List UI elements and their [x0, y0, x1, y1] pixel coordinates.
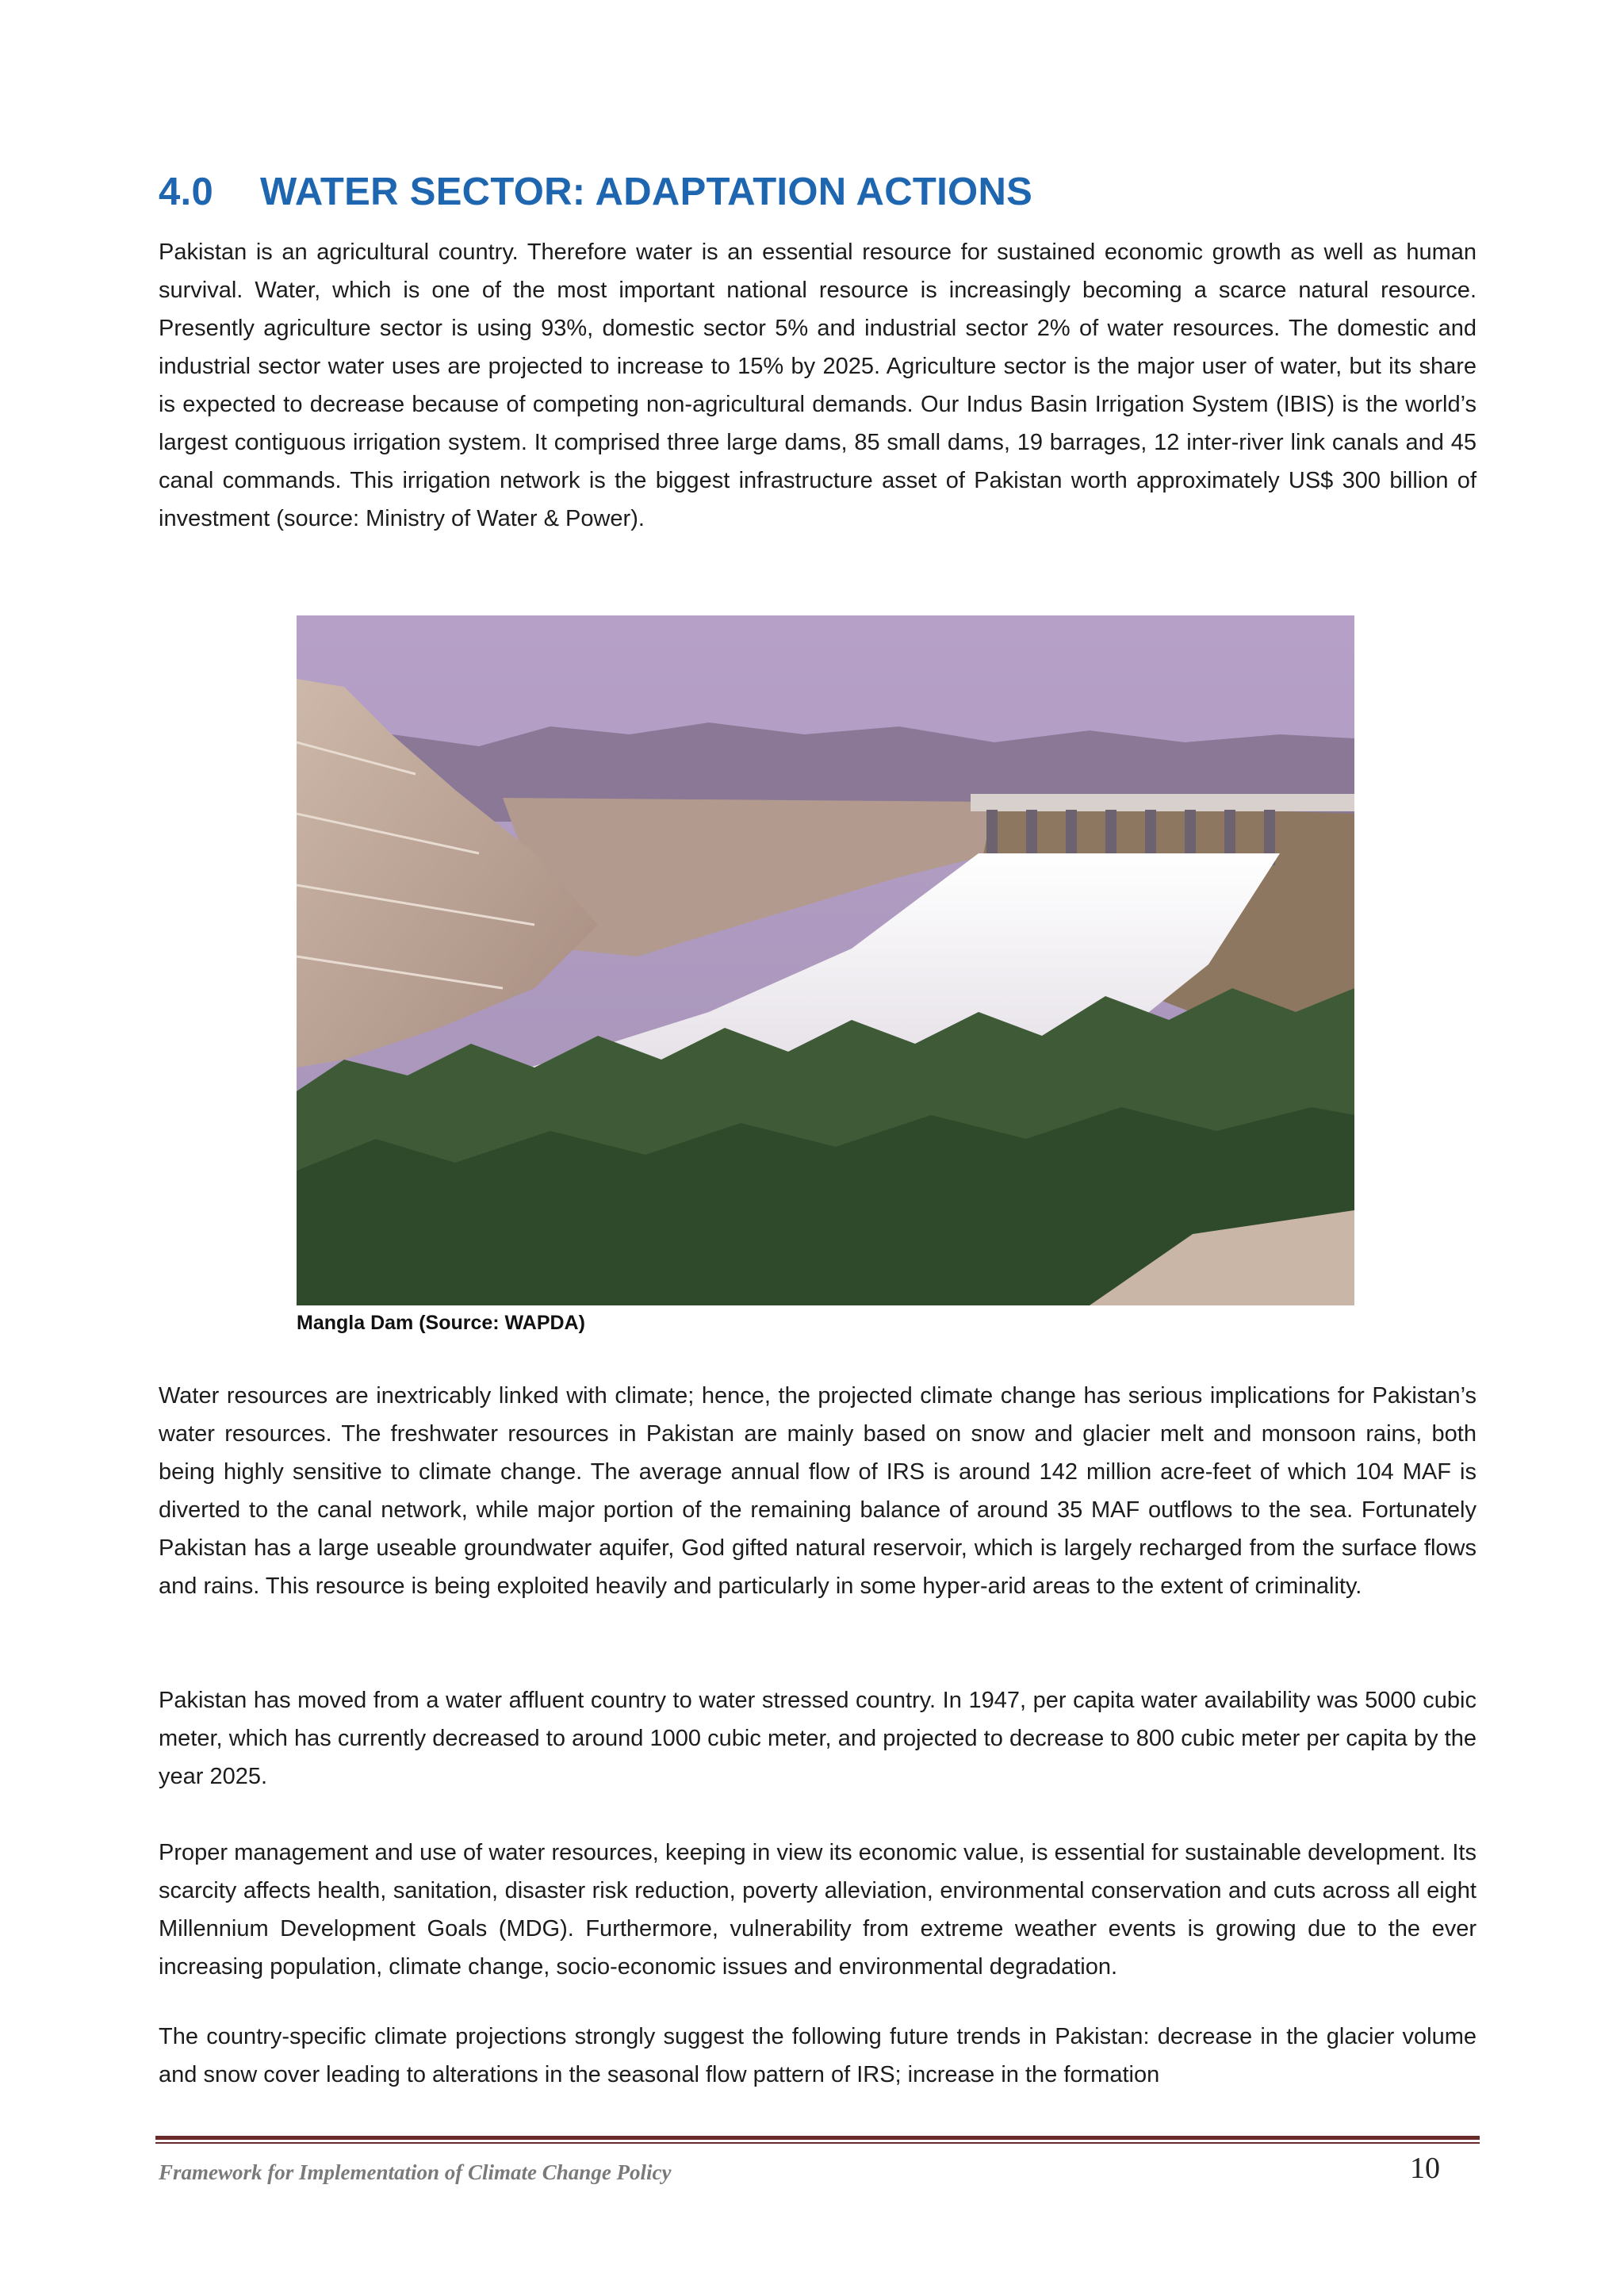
section-heading — [159, 168, 1475, 216]
dam-photo-illustration — [297, 615, 1354, 1305]
dam-photo — [297, 615, 1354, 1305]
footer-document-title: Framework for Implementation of Climate Change Policy — [159, 2160, 672, 2184]
footer-rule-thin — [155, 2142, 1480, 2144]
figure-caption: Mangla Dam (Source: WAPDA) — [297, 1312, 585, 1334]
paragraph-projections: The country-specific climate projections strongly suggest the following future trends in Pakistan: decrease in the glacier volume and snow cover leading to alterations in the seasonal flow pattern of IRS; increase in the formation — [159, 2024, 1477, 2087]
spillway-deck — [971, 794, 1354, 811]
paragraph-intro: Pakistan is an agricultural country. Therefore water is an essential resource for sustained economic growth as well as human survival. Water, which is one of the most important national resource is increasingly becoming a scarce natural resource. Presently agriculture sector is using 93%, domestic sector 5% and industrial sector 2% of water resources. The domestic and industrial sector water uses are projected to increase to 15% by 2025. Agriculture sector is the major user of water, but its share is expected to decrease because of competing non-agricultural demands. Our Indus Basin Irrigation System (IBIS) is the world’s largest contiguous irrigation system. It comprised three large dams, 85 small dams, 19 barrages, 12 inter-river link canals and 45 canal commands. This irrigation network is the biggest infrastructure asset of Pakistan worth approximately US$ 300 billion of investment (source: Ministry of Water & Power). — [159, 240, 1477, 531]
footer-rule — [155, 2136, 1480, 2140]
section-number: 4.0 — [159, 171, 214, 213]
paragraph-climate: Water resources are inextricably linked with climate; hence, the projected climate change has serious implications for Pakistan’s water resources. The freshwater resources in Pakistan are mainly based on snow and glacier melt and monsoon rains, both being highly sensitive to climate change. The average annual flow of IRS is around 142 million acre-feet of which 104 MAF is diverted to the canal network, while major portion of the remaining balance of around 35 MAF outflows to the sea. Fortunately Pakistan has a large useable groundwater aquifer, God gifted natural reservoir, which is largely recharged from the surface flows and rains. This resource is being exploited heavily and particularly in some hyper-arid areas to the extent of criminality. — [159, 1383, 1477, 1599]
paragraph-management: Proper management and use of water resources, keeping in view its economic value, is essential for sustainable development. Its scarcity affects health, sanitation, disaster risk reduction, poverty alleviation, environmental conservation and cuts across all eight Millennium Development Goals (MDG). Furthermore, vulnerability from extreme weather events is growing due to the ever increasing population, climate change, socio-economic issues and environmental degradation. — [159, 1840, 1477, 1980]
page-number: 10 — [1410, 2152, 1440, 2185]
section-title: WATER SECTOR: ADAPTATION ACTIONS — [260, 171, 1033, 213]
paragraph-stress: Pakistan has moved from a water affluent country to water stressed country. In 1947, per capita water availability was 5000 cubic meter, which has currently decreased to around 1000 cubic meter, and projected to decrease to 800 cubic meter per capita by the year 2025. — [159, 1688, 1477, 1789]
